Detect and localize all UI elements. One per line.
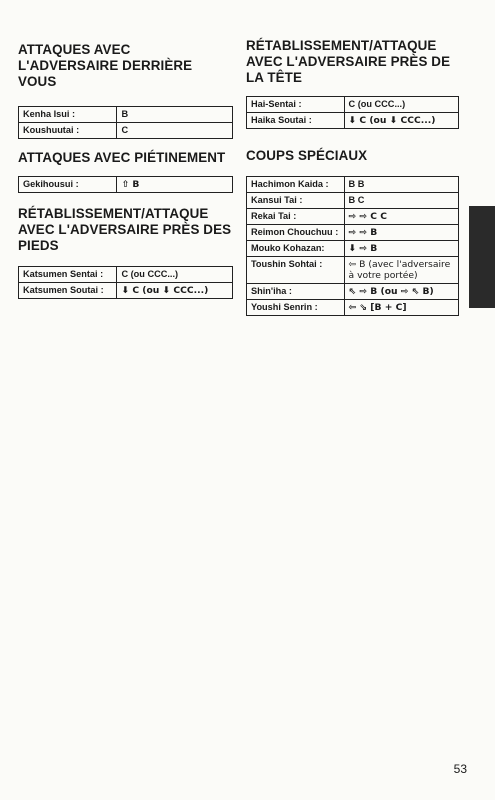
- table-row: [247, 113, 459, 129]
- move-name: Reimon Chouchuu :: [247, 225, 345, 241]
- section-title: RÉTABLISSEMENT/ATTAQUE AVEC L'ADVERSAIRE PRÈS DES PIEDS: [18, 206, 232, 253]
- move-name: Shin'iha :: [247, 284, 345, 300]
- move-name: Toushin Sohtai :: [247, 257, 345, 284]
- move-name: Hai-Sentai :: [247, 97, 345, 113]
- move-name: Kenha Isui :: [19, 107, 117, 123]
- move-input: ⇦ B (avec l'adversaire à votre portée): [344, 257, 458, 284]
- move-input: ⇖ ⇨ B (ou ⇨ ⇖ B): [344, 284, 458, 300]
- table-row: [19, 123, 233, 139]
- section-head: [246, 38, 459, 129]
- table-row: [247, 193, 459, 209]
- table-row: [247, 241, 459, 257]
- moves-table: [18, 266, 233, 299]
- table-row: [247, 209, 459, 225]
- table-row: [247, 177, 459, 193]
- section-special: [246, 148, 459, 316]
- table-row: [19, 283, 233, 299]
- table-row: [19, 107, 233, 123]
- move-name: Rekai Tai :: [247, 209, 345, 225]
- section-title: RÉTABLISSEMENT/ATTAQUE AVEC L'ADVERSAIRE PRÈS DE LA TÊTE: [246, 38, 451, 85]
- section-title: ATTAQUES AVEC L'ADVERSAIRE DERRIÈRE VOUS: [18, 42, 193, 89]
- move-name: Gekihousui :: [19, 177, 117, 193]
- table-row: [19, 177, 233, 193]
- table-row: [247, 225, 459, 241]
- move-input: ⇨ ⇨ B: [344, 225, 458, 241]
- move-input: ⇦ ⇘ [B + C]: [344, 300, 458, 316]
- moves-table: [246, 96, 459, 129]
- move-name: Haika Soutai :: [247, 113, 345, 129]
- moves-table: [18, 106, 233, 139]
- move-input: ⬇ C (ou ⬇ CCC...): [117, 283, 233, 299]
- table-row: [247, 257, 459, 284]
- move-input: B C: [344, 193, 458, 209]
- page-number: 53: [453, 762, 467, 776]
- section-stomp: [18, 150, 233, 193]
- move-name: Koushuutai :: [19, 123, 117, 139]
- move-name: Kansui Tai :: [247, 193, 345, 209]
- table-row: [19, 267, 233, 283]
- move-input: B B: [344, 177, 458, 193]
- move-name: Katsumen Sentai :: [19, 267, 117, 283]
- move-input: ⬇ ⇨ B: [344, 241, 458, 257]
- move-name: Katsumen Soutai :: [19, 283, 117, 299]
- move-input: B: [117, 107, 233, 123]
- move-input: ⇨ ⇨ C C: [344, 209, 458, 225]
- move-input: ⇧ B: [117, 177, 233, 193]
- move-name: Youshi Senrin :: [247, 300, 345, 316]
- move-input: ⬇ C (ou ⬇ CCC...): [344, 113, 458, 129]
- moves-table: [246, 176, 459, 316]
- move-input: C (ou CCC...): [117, 267, 233, 283]
- section-feet: [18, 206, 233, 299]
- chapter-thumb-tab: [469, 206, 495, 308]
- move-name: Mouko Kohazan:: [247, 241, 345, 257]
- move-input: C (ou CCC...): [344, 97, 458, 113]
- table-row: [247, 284, 459, 300]
- section-title: ATTAQUES AVEC PIÉTINEMENT: [18, 150, 226, 165]
- table-row: [247, 300, 459, 316]
- move-name: Hachimon Kaida :: [247, 177, 345, 193]
- moves-table: [18, 176, 233, 193]
- section-title: COUPS SPÉCIAUX: [246, 148, 368, 163]
- section-behind: [18, 42, 233, 139]
- table-row: [247, 97, 459, 113]
- move-input: C: [117, 123, 233, 139]
